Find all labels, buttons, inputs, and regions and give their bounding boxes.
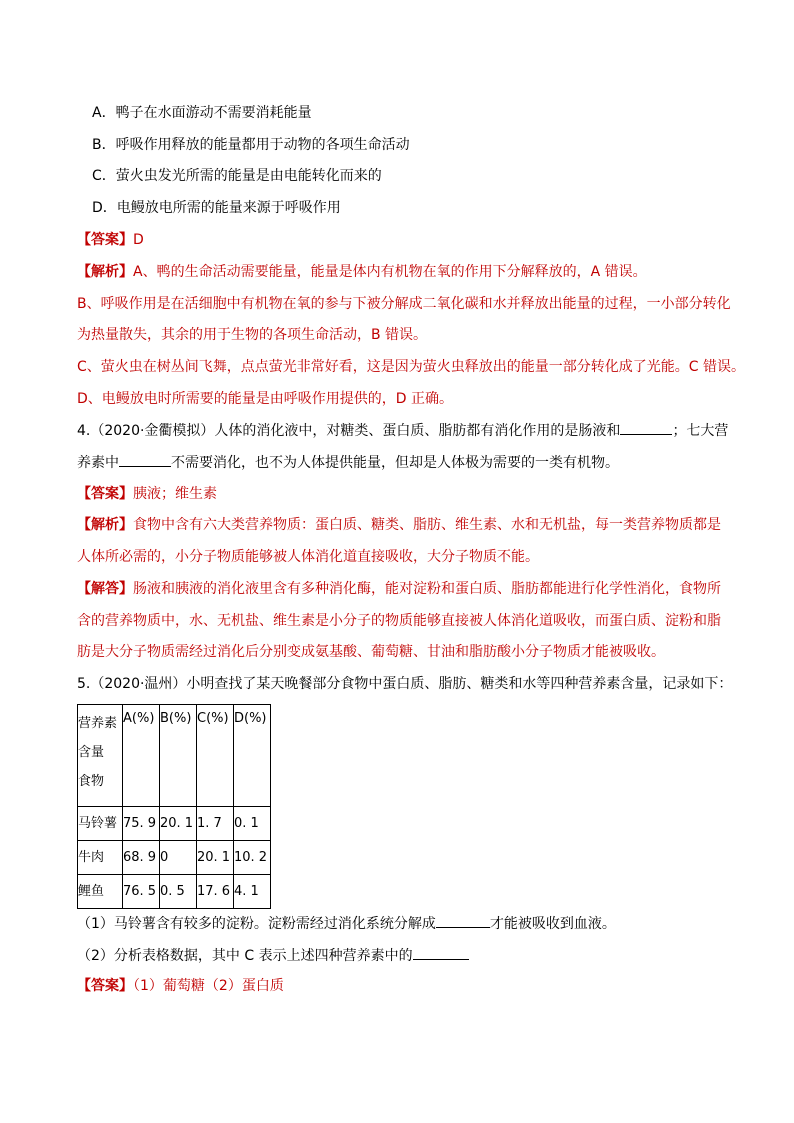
value-cell [197,875,234,909]
value-text: 0 [160,850,169,865]
q4-solution-line2: 含的营养物质中，水、无机盐、维生素是小分子的物质能够直接被人体消化道吸收，而蛋白质、淀粉和脂 [77,613,721,629]
value-text: 0. 1 [234,816,259,831]
q4-analysis-line2: 人体所必需的，小分子物质能够被人体消化道直接吸收，大分子物质不能。 [77,549,539,565]
value-cell [234,807,271,841]
table-row [78,875,271,909]
analysis-text: 食物中含有六大类营养物质：蛋白质、糖类、脂肪、维生素、水和无机盐，每一类营养物质都是 [133,517,721,533]
value-cell [197,807,234,841]
q5-sub1 [77,913,616,934]
q4-stem-text: 4.（2020·金衢模拟）人体的消化液中，对糖类、蛋白质、脂肪都有消化作用的是肠液和 [77,423,621,439]
value-text: 17. 6 [197,884,231,899]
header-label-line: 含量 [78,745,105,760]
answer-text: （1）葡萄糖（2）蛋白质 [133,978,284,994]
answer-text: D [133,232,144,248]
q4-stem-text: 不需要消化，也不为人体提供能量，但却是人体极为需要的一类有机物。 [171,455,619,471]
option-d: D．电鳗放电所需的能量来源于呼吸作用 [92,200,341,216]
q3-answer [77,230,144,250]
value-cell [234,875,271,909]
q5-sub2-text: （2）分析表格数据，其中 C 表示上述四种营养素中的 [77,948,413,964]
option-a: A．鸭子在水面游动不需要消耗能量 [92,105,312,121]
value-text: 10. 2 [234,850,268,865]
analysis-tag: 【解析】 [77,517,133,533]
q4-solution-line3: 肪是大分子物质需经过消化后分别变成氨基酸、葡萄糖、甘油和脂肪酸小分子物质才能被吸收。 [77,644,665,660]
q3-analysis-line3: 为热量散失，其余的用于生物的各项生命活动，B 错误。 [77,327,428,343]
value-text: 20. 1 [197,850,231,865]
answer-tag: 【答案】 [77,232,133,248]
value-cell [123,875,160,909]
food-name: 鲤鱼 [78,884,105,899]
value-cell [123,841,160,875]
value-text: 1. 7 [197,816,222,831]
food-name: 牛肉 [78,850,105,865]
food-cell [78,875,123,909]
nutrient-table [77,704,271,909]
value-cell [123,807,160,841]
q5-sub1-text: 才能被吸收到血液。 [489,916,616,932]
table-row [78,807,271,841]
header-label-line: 食物 [78,774,105,789]
solution-tag: 【解答】 [77,581,133,597]
table-header-cell [160,705,197,807]
q5-stem: 5.（2020·温州）小明查找了某天晚餐部分食物中蛋白质、脂肪、糖类和水等四种营养素含量，记录如下： [77,676,733,692]
option-b: B．呼吸作用释放的能量都用于动物的各项生命活动 [92,137,410,153]
value-text: 20. 1 [160,816,194,831]
q3-analysis-line1 [77,262,647,282]
q5-sub1-text: （1）马铃薯含有较多的淀粉。淀粉需经过消化系统分解成 [77,916,436,932]
value-text: 76. 5 [123,884,157,899]
q3-analysis-line4: C、萤火虫在树丛间飞舞，点点萤光非常好看，这是因为萤火虫释放出的能量一部分转化成了光能。C 错误。 [77,359,745,375]
table-header-cell [197,705,234,807]
table-header-cell [234,705,271,807]
value-cell [160,841,197,875]
food-name: 马铃薯 [78,816,118,831]
solution-text: 肠液和胰液的消化液里含有多种消化酶，能对淀粉和蛋白质、脂肪都能进行化学性消化，食物所 [133,581,721,597]
q4-analysis-line1 [77,515,721,535]
value-cell [234,841,271,875]
q4-stem-text: 养素中 [77,455,119,471]
column-header: A(%) [123,711,155,726]
answer-blank [413,945,469,960]
food-cell [78,841,123,875]
table-header-cell [123,705,160,807]
answer-blank [620,420,672,435]
q4-answer [77,484,217,504]
q5-answer [77,976,284,996]
answer-blank [436,913,490,928]
q5-sub2 [77,945,469,966]
value-cell [197,841,234,875]
analysis-text: A、鸭的生命活动需要能量，能量是体内有机物在氧的作用下分解释放的，A 错误。 [133,264,647,280]
answer-blank [119,452,171,467]
value-cell [160,807,197,841]
q4-solution-line1 [77,579,721,599]
q4-stem-text: ；七大营 [672,423,729,439]
answer-tag: 【答案】 [77,486,133,502]
table-header-row [78,705,271,807]
value-text: 75. 9 [123,816,157,831]
table-row [78,841,271,875]
header-label-line: 营养素 [78,716,118,731]
value-text: 4. 1 [234,884,259,899]
answer-tag: 【答案】 [77,978,133,994]
analysis-tag: 【解析】 [77,264,133,280]
food-cell [78,807,123,841]
q3-analysis-line2: B、呼吸作用是在活细胞中有机物在氧的参与下被分解成二氧化碳和水并释放出能量的过程，一小部分转化 [77,296,731,312]
answer-text: 胰液；维生素 [133,486,217,502]
value-cell [160,875,197,909]
value-text: 0. 5 [160,884,185,899]
option-c: C．萤火虫发光所需的能量是由电能转化而来的 [92,168,382,184]
q4-stem-line1 [77,420,728,441]
q3-analysis-line5: D、电鳗放电时所需要的能量是由呼吸作用提供的，D 正确。 [77,391,454,407]
q4-stem-line2 [77,452,619,473]
column-header: B(%) [160,711,192,726]
table-header-label-cell [78,705,123,807]
column-header: C(%) [197,711,229,726]
value-text: 68. 9 [123,850,157,865]
column-header: D(%) [234,711,267,726]
